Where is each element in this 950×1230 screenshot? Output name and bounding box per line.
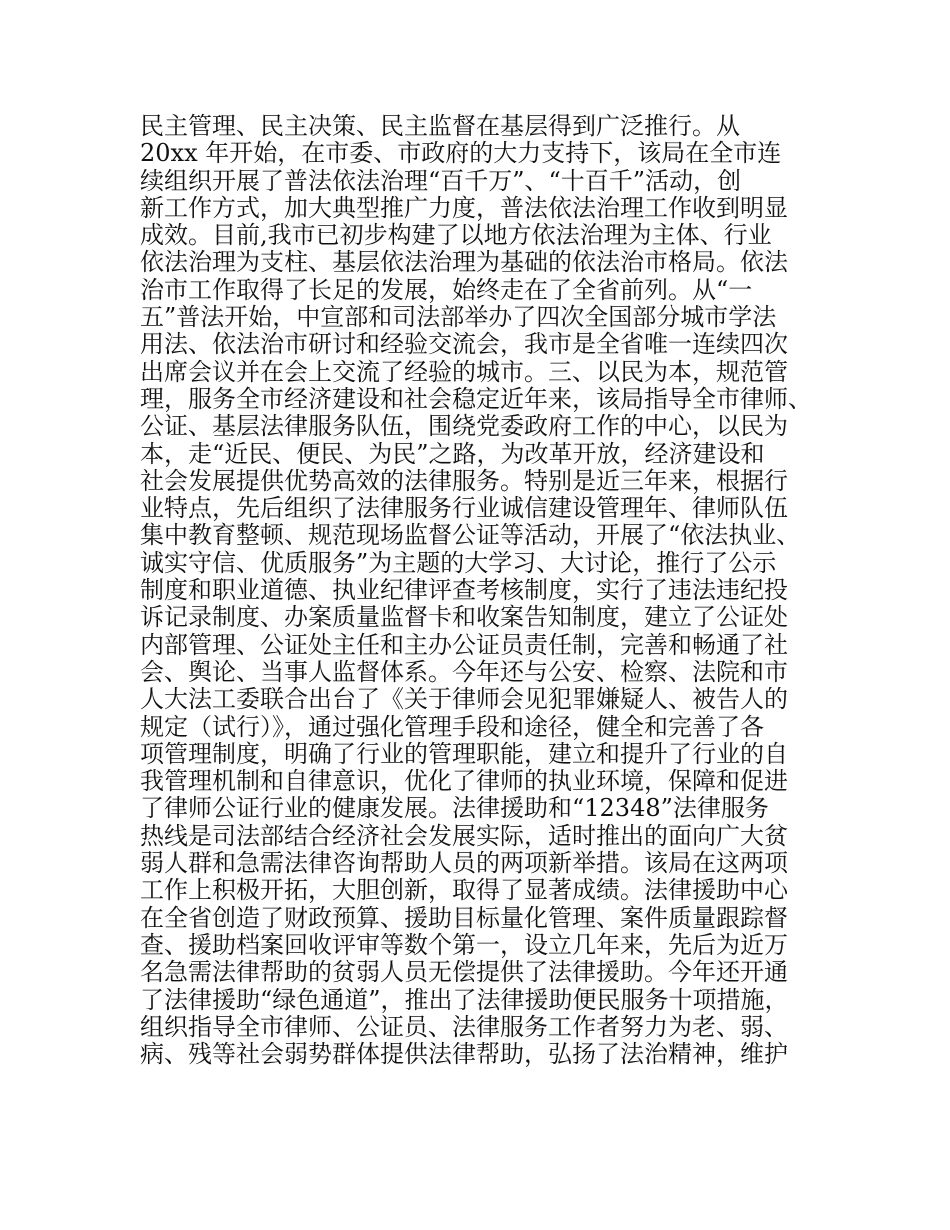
text-line: 制度和职业道德、执业纪律评查考核制度，实行了违法违纪投 [140, 577, 788, 605]
text-line: 项管理制度，明确了行业的管理职能，建立和提升了行业的自 [140, 740, 788, 768]
text-line: 工作上积极开拓，大胆创新，取得了显著成绩。法律援助中心 [140, 877, 788, 905]
text-line: 组织指导全市律师、公证员、法律服务工作者努力为老、弱、 [140, 1013, 788, 1041]
text-line: 病、残等社会弱势群体提供法律帮助，弘扬了法治精神，维护 [140, 1041, 788, 1069]
text-line: 了法律援助“绿色通道”，推出了法律援助便民服务十项措施， [140, 986, 789, 1014]
text-line: 集中教育整顿、规范现场监督公证等活动，开展了“依法执业、 [140, 522, 801, 550]
text-line: 我管理机制和自律意识，优化了律师的执业环境，保障和促进 [140, 768, 788, 796]
text-line: 理，服务全市经济建设和社会稳定近年来，该局指导全市律师、 [140, 385, 812, 413]
text-line: 名急需法律帮助的贫弱人员无偿提供了法律援助。今年还开通 [140, 959, 788, 987]
text-line: 用法、依法治市研讨和经验交流会，我市是全省唯一连续四次 [140, 331, 788, 359]
text-line: 了律师公证行业的健康发展。法律援助和“12348”法律服务 [140, 795, 769, 823]
text-line: 查、援助档案回收评审等数个第一，设立几年来，先后为近万 [140, 931, 788, 959]
text-line: 规定（试行）》，通过强化管理手段和途径，健全和完善了各 [140, 713, 764, 741]
text-line: 新工作方式，加大典型推广力度，普法依法治理工作收到明显 [140, 194, 788, 222]
text-line: 20xx 年开始，在市委、市政府的大力支持下，该局在全市连 [140, 140, 782, 168]
text-line: 诚实守信、优质服务”为主题的大学习、大讨论，推行了公示 [140, 549, 777, 577]
text-line: 会、舆论、当事人监督体系。今年还与公安、检察、法院和市 [140, 658, 788, 686]
text-line: 在全省创造了财政预算、援助目标量化管理、案件质量跟踪督 [140, 904, 788, 932]
text-line: 续组织开展了普法依法治理“百千万”、“十百千”活动，创 [140, 167, 742, 195]
text-line: 本，走“近民、便民、为民”之路，为改革开放，经济建设和 [140, 440, 765, 468]
text-line: 出席会议并在会上交流了经验的城市。三、以民为本，规范管 [140, 358, 788, 386]
text-line: 弱人群和急需法律咨询帮助人员的两项新举措。该局在这两项 [140, 850, 788, 878]
text-line: 公证、基层法律服务队伍，围绕党委政府工作的中心，以民为 [140, 413, 788, 441]
text-line: 五”普法开始，中宣部和司法部举办了四次全国部分城市学法 [140, 304, 777, 332]
text-line: 人大法工委联合出台了《关于律师会见犯罪嫌疑人、被告人的 [140, 686, 788, 714]
text-line: 成效。目前,我市已初步构建了以地方依法治理为主体、行业 [140, 222, 772, 250]
text-line: 业特点，先后组织了法律服务行业诚信建设管理年、律师队伍 [140, 495, 788, 523]
text-line: 诉记录制度、办案质量监督卡和收案告知制度，建立了公证处 [140, 604, 788, 632]
text-line: 民主管理、民主决策、民主监督在基层得到广泛推行。从 [140, 113, 740, 140]
text-line: 治市工作取得了长足的发展，始终走在了全省前列。从“一 [140, 276, 753, 304]
text-line: 内部管理、公证处主任和主办公证员责任制，完善和畅通了社 [140, 631, 788, 659]
text-line: 热线是司法部结合经济社会发展实际，适时推出的面向广大贫 [140, 822, 788, 850]
text-line: 社会发展提供优势高效的法律服务。特别是近三年来，根据行 [140, 467, 788, 495]
body-paragraph [140, 113, 830, 1068]
text-line: 依法治理为支柱、基层依法治理为基础的依法治市格局。依法 [140, 249, 788, 277]
